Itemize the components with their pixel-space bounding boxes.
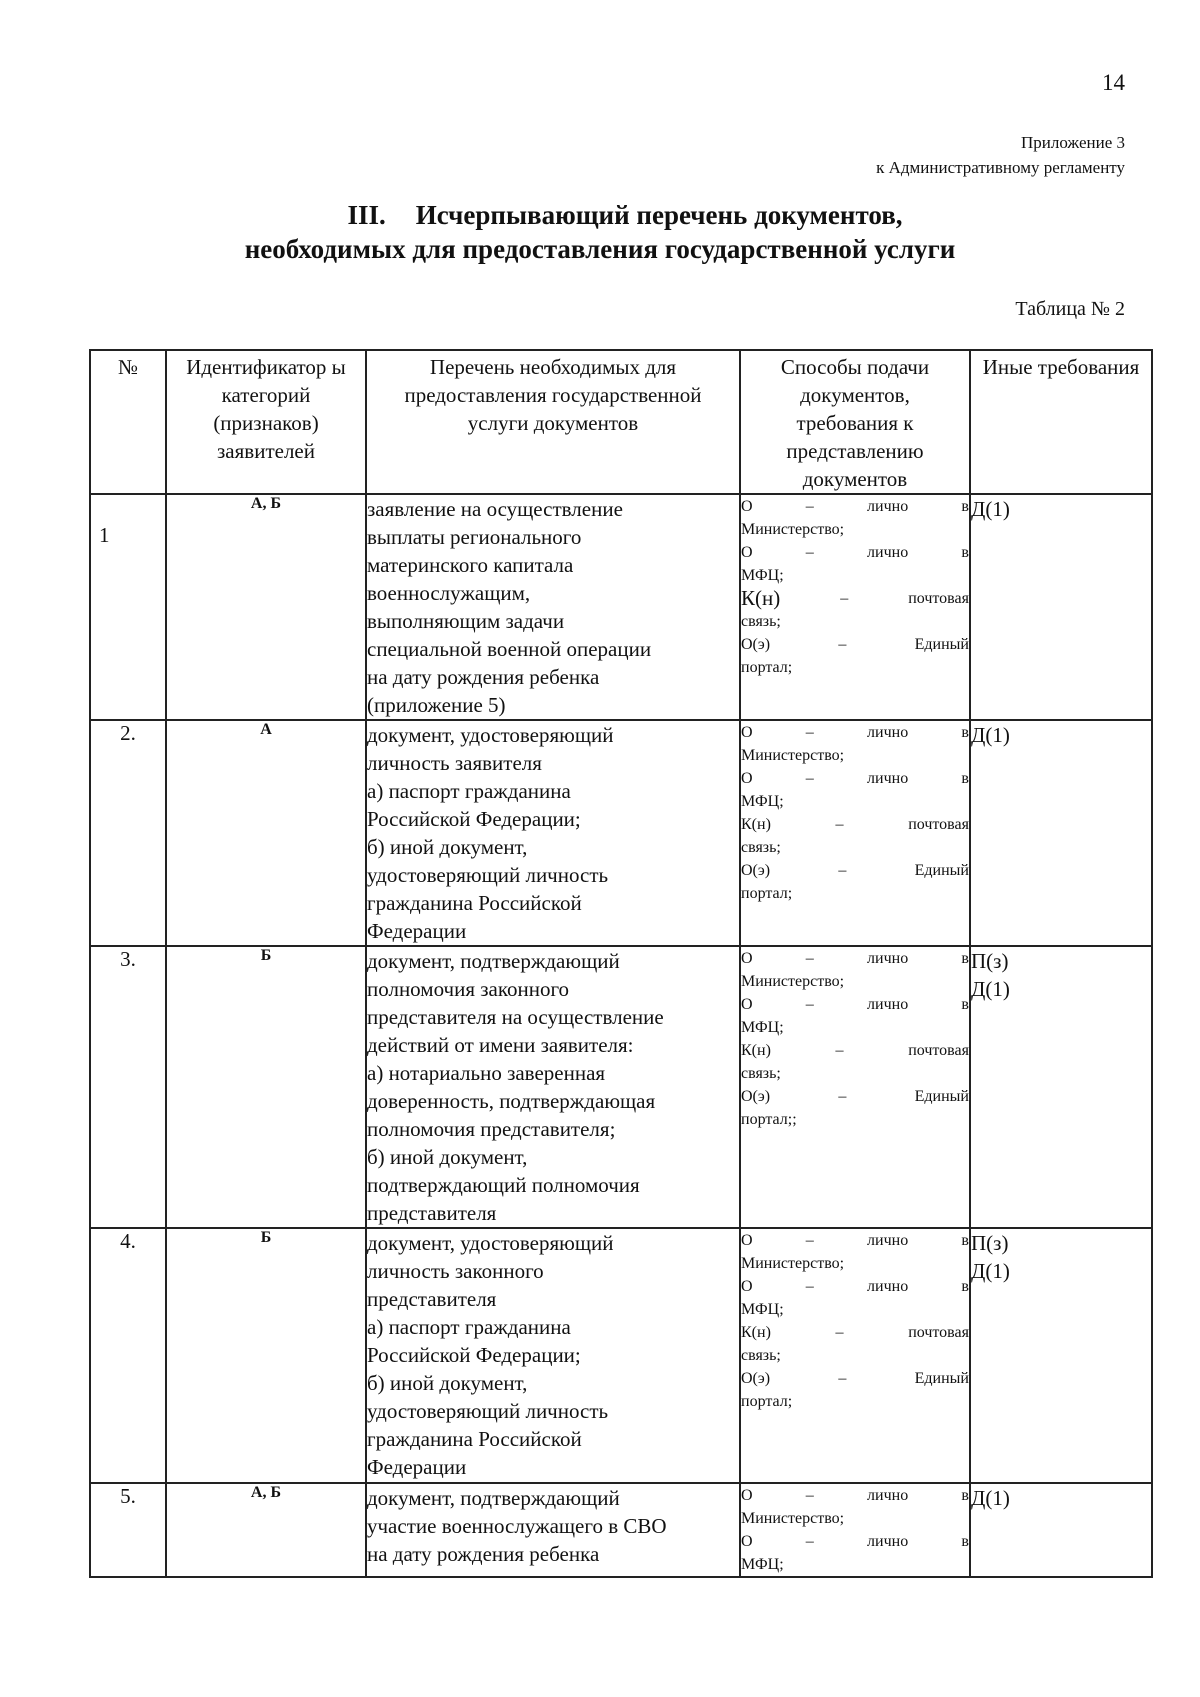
appendix-line-2: к Административному регламенту [876,158,1125,177]
method-row [741,767,969,790]
document-line: военнослужащим, [367,581,531,605]
method-token: О [741,770,753,787]
method-token: К(н) [741,816,771,833]
method-row [741,947,969,970]
row-other-requirements [970,720,1152,946]
document-line: представителя [367,1287,497,1311]
method-token: – [838,1088,847,1105]
row-other-requirements [970,946,1152,1228]
method-token: – [838,862,847,879]
row-number: 4. [90,1228,166,1483]
method-token: лично [867,1278,909,1295]
method-token: О [741,544,753,561]
document-line: личность заявителя [367,751,542,775]
method-token: Единый [914,1088,969,1105]
method-line: Министерство; [741,973,845,990]
document-line: гражданина Российской [367,1427,582,1451]
method-token: О [741,1533,753,1550]
method-token: лично [867,1487,909,1504]
method-line: МФЦ; [741,567,784,584]
appendix-note [876,130,1125,180]
section-numeral: III. [347,200,386,230]
method-token: лично [867,498,909,515]
method-token: – [835,816,844,833]
table-row [90,1228,1152,1483]
method-token: – [805,996,814,1013]
document-line: представителя [367,1201,497,1225]
method-row [741,1321,969,1344]
row-document [366,720,740,946]
row-number: 5. [90,1483,166,1577]
method-token: О [741,1232,753,1249]
document-line: полномочия представителя; [367,1117,616,1141]
method-token: – [805,1278,814,1295]
method-row [741,993,969,1016]
method-token: О [741,498,753,515]
title-line-2: необходимых для предоставления государственной услуги [244,234,956,264]
row-document [366,1228,740,1483]
method-token: в [961,498,969,515]
method-token: – [805,544,814,561]
document-line: действий от имени заявителя: [367,1033,634,1057]
requirement-code: Д(1) [971,497,1010,521]
method-token: – [805,1533,814,1550]
method-token: – [838,636,847,653]
method-token: лично [867,950,909,967]
method-row [741,633,969,656]
method-line: Министерство; [741,521,845,538]
table-label: Таблица № 2 [1015,298,1125,320]
table-row [90,494,1152,720]
method-line: МФЦ; [741,1556,784,1573]
method-token: К(н) [741,1324,771,1341]
method-row [741,495,969,518]
row-methods [740,1228,970,1483]
document-line: а) нотариально заверенная [367,1061,606,1085]
document-line: на дату рождения ребенка [367,1542,600,1566]
method-line: связь; [741,839,781,856]
method-line: портал; [741,885,793,902]
row-category: А, Б [166,494,366,720]
method-row [741,1229,969,1252]
document-line: участие военнослужащего в СВО [367,1514,667,1538]
header-category: Идентификатор ы категорий (признаков) заявителей [166,350,366,494]
method-token: лично [867,544,909,561]
method-row [741,1275,969,1298]
method-line: портал; [741,659,793,676]
row-document [366,1483,740,1577]
document-line: документ, удостоверяющий [367,723,614,747]
method-token: в [961,770,969,787]
method-token: К(н) [741,1042,771,1059]
row-category: Б [166,946,366,1228]
method-token: в [961,1278,969,1295]
row-methods [740,1483,970,1577]
method-row [741,541,969,564]
method-token: – [838,1370,847,1387]
method-token: в [961,1533,969,1550]
method-token: О(э) [741,1370,771,1387]
document-line: удостоверяющий личность [367,1399,609,1423]
header-other: Иные требования [970,350,1152,494]
documents-table [89,349,1153,1578]
method-token: – [805,770,814,787]
page-number: 14 [1102,70,1125,95]
table-row [90,1483,1152,1577]
method-token: почтовая [908,1042,969,1059]
header-number: № [90,350,166,494]
document-line: Федерации [367,1455,467,1479]
method-token: О [741,724,753,741]
document-line: выполняющим задачи [367,609,565,633]
method-token: – [805,1232,814,1249]
document-line: доверенность, подтверждающая [367,1089,656,1113]
method-token: в [961,544,969,561]
document-line: подтверждающий полномочия [367,1173,640,1197]
document-line: (приложение 5) [367,693,506,717]
row-methods [740,494,970,720]
document-line: материнского капитала [367,553,574,577]
requirement-code: Д(1) [971,1259,1010,1283]
row-number: 1 [90,494,166,720]
method-token: – [805,950,814,967]
method-token: в [961,996,969,1013]
table-header-row [90,350,1152,494]
document-line: Российской Федерации; [367,1343,581,1367]
row-other-requirements [970,1483,1152,1577]
document-line: Российской Федерации; [367,807,581,831]
document-line: б) иной документ, [367,1145,528,1169]
document-line: документ, удостоверяющий [367,1231,614,1255]
requirement-code: Д(1) [971,1486,1010,1510]
method-line: МФЦ; [741,793,784,810]
appendix-line-1: Приложение 3 [1021,133,1125,152]
method-token: К(н) [741,586,781,610]
document-line: а) паспорт гражданина [367,779,571,803]
method-row [741,813,969,836]
method-row [741,587,969,610]
header-methods: Способы подачи документов, требования к представлению документов [740,350,970,494]
row-document [366,494,740,720]
method-token: в [961,724,969,741]
method-token: Единый [914,862,969,879]
method-token: – [835,1042,844,1059]
method-line: МФЦ; [741,1019,784,1036]
row-document [366,946,740,1228]
method-token: – [840,590,849,607]
method-token: в [961,1232,969,1249]
requirement-code: П(з) [971,1231,1009,1255]
document-line: гражданина Российской [367,891,582,915]
method-line: портал;; [741,1111,797,1128]
table-row [90,946,1152,1228]
method-token: в [961,1487,969,1504]
method-row [741,1367,969,1390]
method-line: Министерство; [741,1510,845,1527]
document-line: полномочия законного [367,977,570,1001]
method-token: О(э) [741,862,771,879]
row-category: А, Б [166,1483,366,1577]
method-token: О [741,996,753,1013]
method-row [741,1530,969,1553]
row-number: 3. [90,946,166,1228]
method-token: лично [867,724,909,741]
document-line: представителя на осуществление [367,1005,664,1029]
method-token: Единый [914,636,969,653]
method-line: Министерство; [741,1255,845,1272]
method-row [741,1085,969,1108]
row-methods [740,946,970,1228]
method-token: О(э) [741,636,771,653]
method-token: лично [867,770,909,787]
method-line: портал; [741,1393,793,1410]
document-line: документ, подтверждающий [367,1486,620,1510]
requirement-code: П(з) [971,949,1009,973]
document-line: заявление на осуществление [367,497,623,521]
row-number: 2. [90,720,166,946]
table-row [90,720,1152,946]
method-row [741,1484,969,1507]
method-line: связь; [741,1347,781,1364]
title-line-1: Исчерпывающий перечень документов, [415,200,903,230]
document-line: выплаты регионального [367,525,582,549]
method-line: связь; [741,613,781,630]
document-line: б) иной документ, [367,835,528,859]
method-token: О [741,1278,753,1295]
row-methods [740,720,970,946]
method-token: лично [867,1533,909,1550]
method-row [741,1039,969,1062]
document-line: личность законного [367,1259,544,1283]
method-line: связь; [741,1065,781,1082]
method-line: Министерство; [741,747,845,764]
row-category: А [166,720,366,946]
method-token: О [741,950,753,967]
method-line: МФЦ; [741,1301,784,1318]
section-title [0,198,1200,266]
method-token: – [805,724,814,741]
document-line: удостоверяющий личность [367,863,609,887]
row-other-requirements [970,494,1152,720]
method-row [741,859,969,882]
requirement-code: Д(1) [971,723,1010,747]
method-token: почтовая [908,816,969,833]
document-line: а) паспорт гражданина [367,1315,571,1339]
method-token: в [961,950,969,967]
method-token: – [835,1324,844,1341]
method-token: лично [867,996,909,1013]
document-line: Федерации [367,919,467,943]
requirement-code: Д(1) [971,977,1010,1001]
method-token: почтовая [908,590,969,607]
method-token: Единый [914,1370,969,1387]
document-line: б) иной документ, [367,1371,528,1395]
document-line: специальной военной операции [367,637,652,661]
method-token: О [741,1487,753,1504]
table-body [90,494,1152,1577]
method-token: – [805,498,814,515]
method-token: О(э) [741,1088,771,1105]
document-line: на дату рождения ребенка [367,665,600,689]
method-row [741,721,969,744]
row-category: Б [166,1228,366,1483]
method-token: – [805,1487,814,1504]
document-line: документ, подтверждающий [367,949,620,973]
header-documents: Перечень необходимых для предоставления государственной услуги документов [366,350,740,494]
method-token: почтовая [908,1324,969,1341]
method-token: лично [867,1232,909,1249]
row-other-requirements [970,1228,1152,1483]
